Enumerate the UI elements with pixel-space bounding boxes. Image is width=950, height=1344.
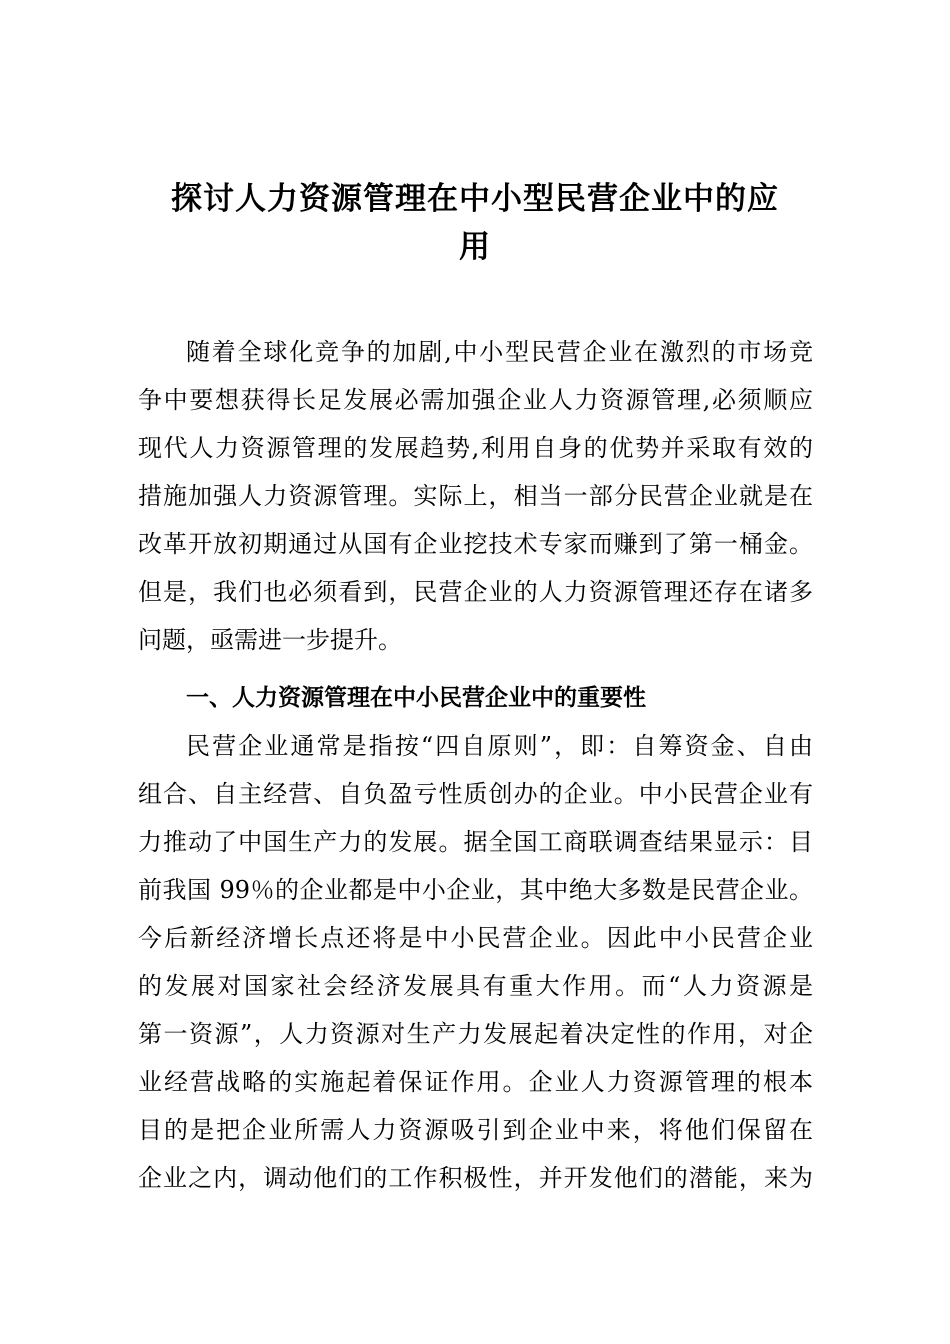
text-line: 企业之内，调动他们的工作积极性，并开发他们的潜能，来为: [138, 1164, 813, 1192]
text-line: 业经营战略的实施起着保证作用。企业人力资源管理的根本: [138, 1068, 813, 1096]
document-title: [140, 175, 810, 271]
text-line: 力推动了中国生产力的发展。据全国工商联调查结果显示：目: [138, 828, 813, 856]
text-line: 随着全球化竞争的加剧,中小型民营企业在激烈的市场竞: [186, 338, 813, 366]
text-line: 组合、自主经营、自负盈亏性质创办的企业。中小民营企业有: [138, 780, 813, 808]
text-line: 目的是把企业所需人力资源吸引到企业中来，将他们保留在: [138, 1116, 813, 1144]
text-line: 前我国 99％的企业都是中小企业，其中绝大多数是民营企业。: [138, 876, 813, 904]
title-line-2: 用: [459, 229, 491, 265]
text-line: 民营企业通常是指按“四自原则”，即：自筹资金、自由: [186, 732, 813, 760]
text-line: 争中要想获得长足发展必需加强企业人力资源管理,必须顺应: [138, 386, 813, 414]
paragraph-intro: [138, 328, 813, 664]
text-line: 改革开放初期通过从国有企业挖技术专家而赚到了第一桶金。: [138, 530, 813, 558]
text-line: 今后新经济增长点还将是中小民营企业。因此中小民营企业: [138, 924, 813, 952]
section-heading: 一、人力资源管理在中小民营企业中的重要性: [186, 685, 646, 711]
title-line-1: 探讨人力资源管理在中小型民营企业中的应: [171, 181, 779, 217]
text-line: 现代人力资源管理的发展趋势,利用自身的优势并采取有效的: [138, 434, 813, 462]
text-line: 问题，亟需进一步提升。: [138, 626, 402, 654]
text-line: 第一资源”，人力资源对生产力发展起着决定性的作用，对企: [138, 1020, 813, 1048]
text-line: 但是，我们也必须看到，民营企业的人力资源管理还存在诸多: [138, 578, 813, 606]
text-line: 的发展对国家社会经济发展具有重大作用。而“人力资源是: [138, 972, 813, 1000]
text-line: 措施加强人力资源管理。实际上，相当一部分民营企业就是在: [138, 482, 813, 510]
paragraph-section1: [138, 722, 813, 1202]
